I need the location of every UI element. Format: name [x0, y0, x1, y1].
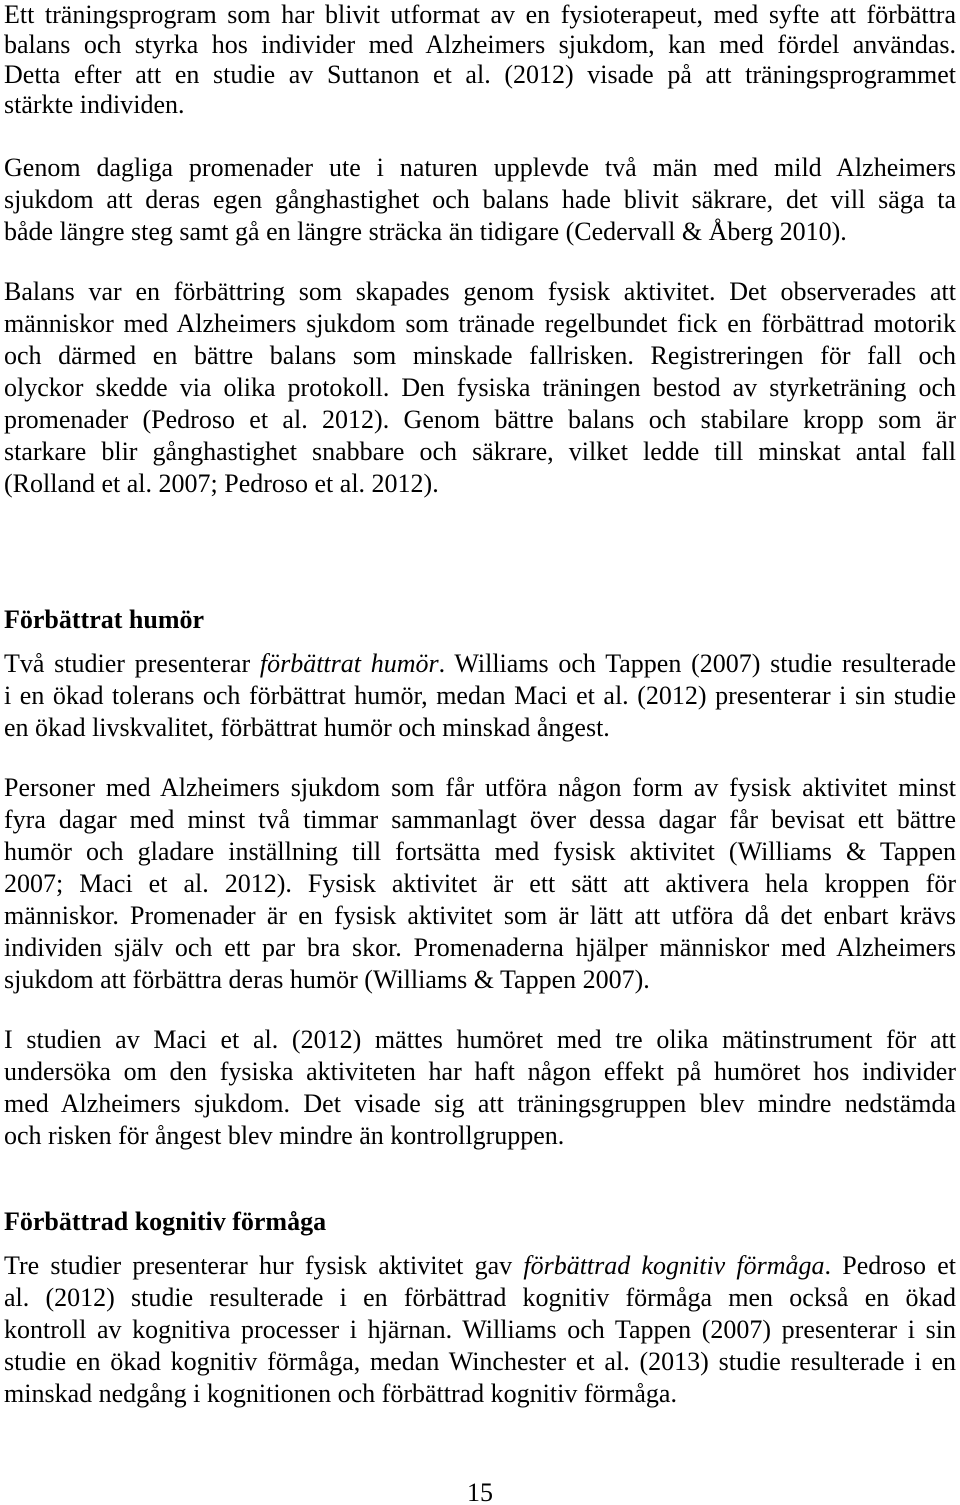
text-line: starkare blir gånghastighet snabbare och säkrare, vilket ledde till minskat antal fall [4, 437, 956, 466]
text-line: Detta efter att en studie av Suttanon et al. (2012) visade på att träningsprogrammet [4, 60, 956, 89]
text-line: Genom dagliga promenader ute i naturen upplevde två män med mild Alzheimers [4, 153, 956, 182]
section-heading: Förbättrat humör [4, 605, 205, 634]
text-line: undersöka om den fysiska aktiviteten har haft någon effekt på humöret hos individer [4, 1057, 956, 1086]
text-line: (Rolland et al. 2007; Pedroso et al. 2012). [4, 469, 439, 498]
text-line: studie en ökad kognitiv förmåga, medan Winchester et al. (2013) studie resulterade i en [4, 1347, 956, 1376]
text-segment: Två studier presenterar [4, 649, 260, 678]
text-line: med Alzheimers sjukdom. Det visade sig att träningsgruppen blev mindre nedstämda [4, 1089, 956, 1118]
text-line [4, 1250, 956, 1282]
text-line: Ett träningsprogram som har blivit utformat av en fysioterapeut, med syfte att förbättra [4, 0, 956, 29]
text-line: individen själv och ett par bra skor. Promenaderna hjälper människor med Alzheimers [4, 933, 956, 962]
text-line: sjukdom att förbättra deras humör (Williams & Tappen 2007). [4, 965, 650, 994]
emphasized-text: förbättrad kognitiv förmåga [523, 1251, 825, 1280]
text-line: Balans var en förbättring som skapades genom fysisk aktivitet. Det observerades att [4, 277, 956, 306]
text-line: humör och gladare inställning till fortsätta med fysisk aktivitet (Williams & Tappen [4, 837, 956, 866]
section-heading: Förbättrad kognitiv förmåga [4, 1207, 327, 1236]
text-line: både längre steg samt gå en längre sträcka än tidigare (Cedervall & Åberg 2010). [4, 217, 847, 246]
text-line: minskad nedgång i kognitionen och förbättrad kognitiv förmåga. [4, 1379, 677, 1408]
text-line: en ökad livskvalitet, förbättrat humör och minskad ångest. [4, 713, 610, 742]
page-number: 15 [467, 1478, 493, 1505]
text-line: fyra dagar med minst två timmar sammanlagt över dessa dagar får bevisat ett bättre [4, 805, 956, 834]
text-line: kontroll av kognitiva processer i hjärnan. Williams och Tappen (2007) presenterar i sin [4, 1315, 956, 1344]
text-line: olyckor skedde via olika protokoll. Den fysiska träningen bestod av styrketräning och [4, 373, 956, 402]
text-segment: . Pedroso et [824, 1251, 956, 1280]
text-segment: . Williams och Tappen (2007) studie resulterade [438, 649, 956, 678]
body-paragraph [4, 0, 956, 120]
text-line: 2007; Maci et al. 2012). Fysisk aktivitet är ett sätt att aktivera hela kroppen för [4, 869, 956, 898]
text-line: balans och styrka hos individer med Alzheimers sjukdom, kan med fördel användas. [4, 30, 956, 59]
text-line: Personer med Alzheimers sjukdom som får utföra någon form av fysisk aktivitet minst [4, 773, 956, 802]
text-line: människor med Alzheimers sjukdom som tränade regelbundet fick en förbättrad motorik [4, 309, 956, 338]
emphasized-text: förbättrat humör [259, 649, 439, 678]
text-line: i en ökad tolerans och förbättrat humör, medan Maci et al. (2012) presenterar i sin studie [4, 681, 956, 710]
body-paragraph [4, 648, 956, 744]
body-paragraph [4, 772, 956, 996]
body-paragraph [4, 276, 956, 500]
body-paragraph [4, 1250, 956, 1410]
text-line: sjukdom att deras egen gånghastighet och balans hade blivit säkrare, det vill säga ta [4, 185, 956, 214]
text-line: och därmed en bättre balans som minskade fallrisken. Registreringen för fall och [4, 341, 956, 370]
text-line: promenader (Pedroso et al. 2012). Genom bättre balans och stabilare kropp som är [4, 405, 956, 434]
page-content [4, 0, 956, 1410]
text-line: människor. Promenader är en fysisk aktivitet som är lätt att utföra då det enbart krävs [4, 901, 956, 930]
text-line: och risken för ångest blev mindre än kontrollgruppen. [4, 1121, 565, 1150]
body-paragraph [4, 1024, 956, 1152]
text-line: al. (2012) studie resulterade i en förbättrad kognitiv förmåga men också en ökad [4, 1283, 956, 1312]
text-line: I studien av Maci et al. (2012) mättes humöret med tre olika mätinstrument för att [4, 1025, 956, 1054]
text-segment: Tre studier presenterar hur fysisk aktivitet gav [4, 1251, 524, 1280]
text-line: stärkte individen. [4, 90, 185, 119]
text-line [4, 648, 956, 680]
body-paragraph [4, 152, 956, 248]
